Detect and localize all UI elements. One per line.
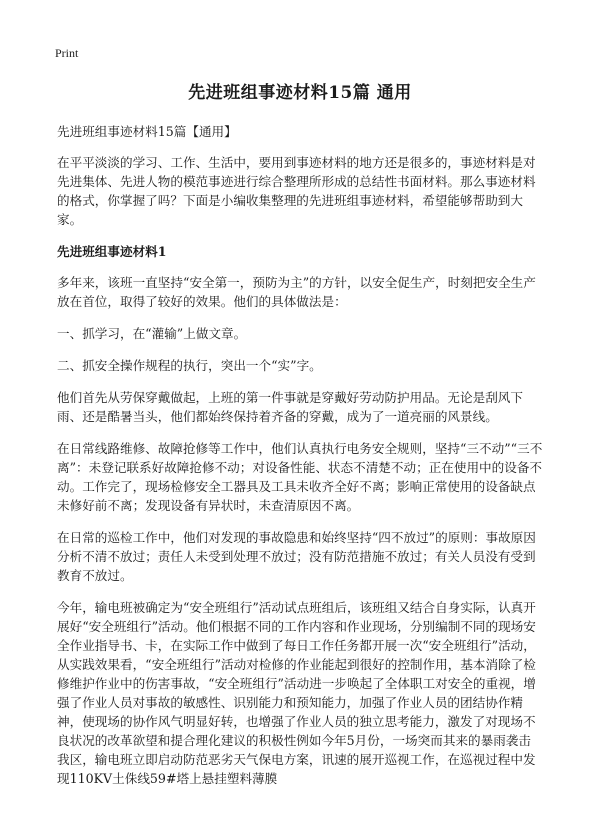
paragraph: 在日常线路维修、故障抢修等工作中，他们认真执行电务安全规则，坚持“三不动”“三不离”：未登记联系好故障抢修不动；对设备性能、状态不清楚不动；正在使用中的设备不动。工作完了，现场检修安全工器具及工具未收齐全好不离；影响正常使用的设备缺点未修好前不离；发现设备有异状时，未查清原因不离。 [57,441,543,513]
paragraph: 他们首先从劳保穿戴做起，上班的第一件事就是穿戴好劳动防护用品。无论是刮风下雨、还是酷暑当头，他们都始终保持着齐备的穿戴，成为了一道亮丽的风景线。 [57,390,523,424]
paragraph: 二、抓安全操作规程的执行，突出一个“实”字。 [57,358,322,373]
paragraph: 一、抓学习，在“灌输”上做文章。 [57,326,247,341]
paragraph: 今年，输电班被确定为“安全班组行”活动试点班组后，该班组又结合自身实际，认真开展好“安全班组行”活动。他们根据不同的工作内容和作业现场，分别编制不同的现场安全作业指导书、卡，在实际工作中做到了每日工作任务都开展一次“安全班组行”活动，从实践效果看，“安全班组行”活动对检修的作业能起到很好的控制作用，基本消除了检修维护作业中的伤害事故，“安全班组行”活动进一步唤起了全体职工对安全的重视，增强了作业人员对事故的敏感性、识别能力和预知能力，加强了作业人员的团结协作精神，使现场的协作风气明显好转，也增强了作业人员的独立思考能力，激发了对现场不良状况的改革欲望和提合理化建议的积极性例如今年5月份，一场突而其来的暴雨袭击我区，输电班立即启动防范恶劣天气保电方案，讯速的展开巡视工作，在巡视过程中发现110KV土侏线59#塔上悬挂塑料薄膜 [57,600,536,786]
page-title: 先进班组事迹材料15篇 通用 [188,83,412,103]
intro-paragraph: 在平平淡淡的学习、工作、生活中，要用到事迹材料的地方还是很多的，事迹材料是对先进集体、先进人物的模范事迹进行综合整理所形成的总结性书面材料。那么事迹材料的格式，你掌握了吗？下面是小编收集整理的先进班组事迹材料，希望能够帮助到大家。 [57,155,536,227]
section-heading: 先进班组事迹材料1 [57,244,167,259]
print-link[interactable]: Print [55,46,79,60]
document-subtitle: 先进班组事迹材料15篇【通用】 [57,124,237,139]
document-body [57,122,543,788]
paragraph: 在日常的巡检工作中，他们对发现的事故隐患和始终坚持“四不放过”的原则：事故原因分析不清不放过；责任人未受到处理不放过；没有防范措施不放过；有关人员没有受到教育不放过。 [57,530,536,583]
paragraph: 多年来，该班一直坚持“安全第一，预防为主”的方针，以安全促生产，时刻把安全生产放在首位，取得了较好的效果。他们的具体做法是： [57,275,536,309]
